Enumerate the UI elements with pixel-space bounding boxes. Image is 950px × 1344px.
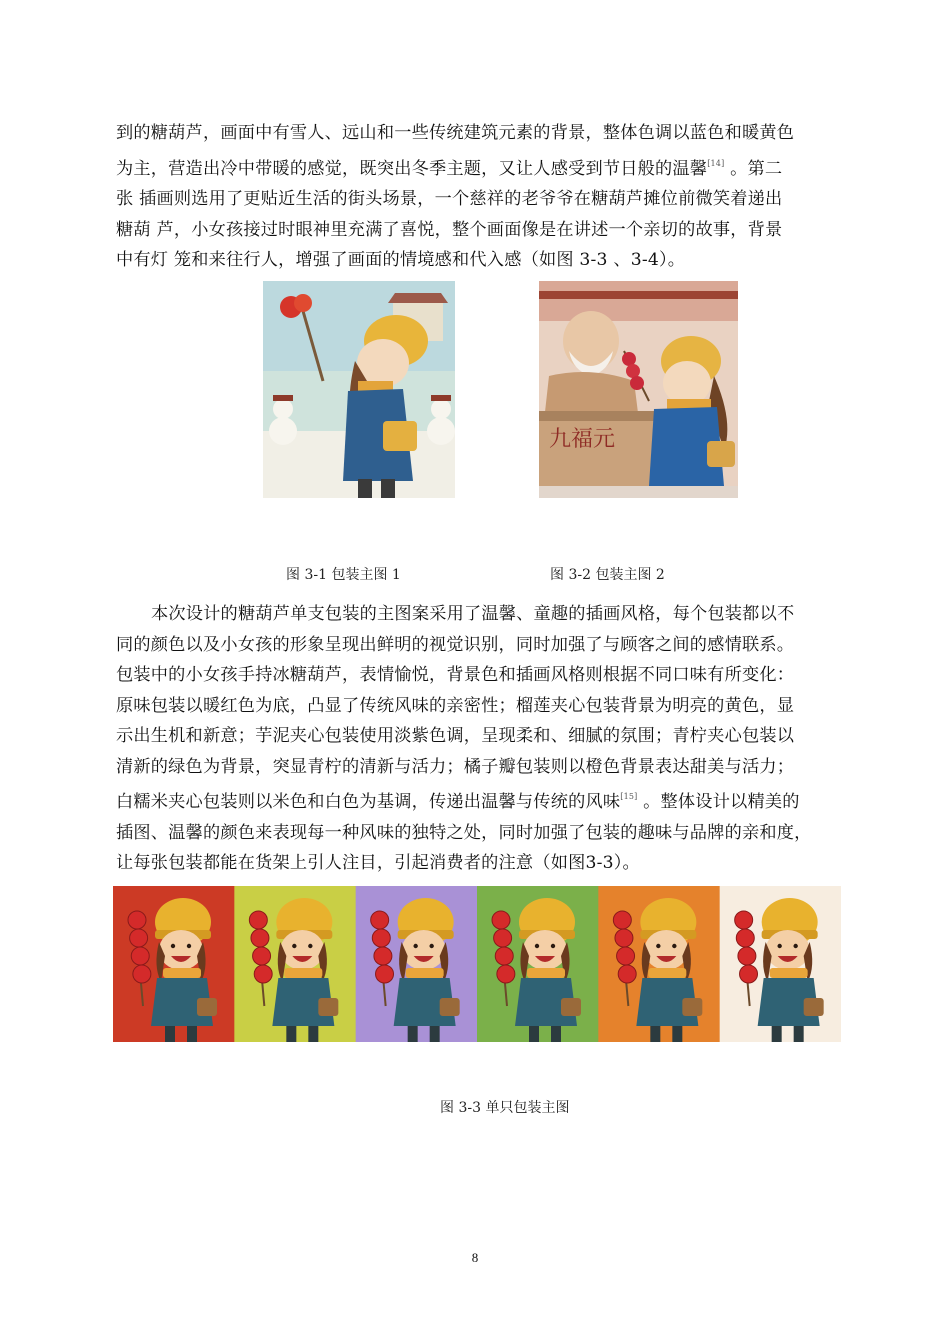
text-line: 包装中的小女孩手持冰糖葫芦，表情愉悦，背景色和插画风格则根据不同口味有所变化： <box>116 665 795 685</box>
package-panel-original <box>113 886 235 1042</box>
figure-3-3-caption: 图 3-3 单只包装主图 <box>440 1100 570 1116</box>
text-line: 同的颜色以及小女孩的形象呈现出鲜明的视觉识别，同时加强了与顾客之间的感情联系。 <box>116 634 795 655</box>
text-line: 清新的绿色为背景，突显青柠的清新与活力；橘子瓣包装则以橙色背景表达甜美与活力； <box>116 756 795 777</box>
package-panel-taro <box>356 886 478 1042</box>
body-paragraph-1 <box>116 118 861 276</box>
figure-3-2-caption: 图 3-2 包装主图 2 <box>550 567 665 583</box>
package-panels <box>113 886 841 1042</box>
citation-ref: [14] <box>707 158 725 168</box>
package-panel-durian <box>234 886 356 1042</box>
text-line: 糖葫 芦，小女孩接过时眼神里充满了喜悦，整个画面像是在讲述一个亲切的故事，背景 <box>116 219 783 240</box>
stall-sign-text: 九福元 <box>549 427 616 452</box>
package-panel-orange <box>598 886 720 1042</box>
package-panel-lime <box>477 886 599 1042</box>
text-segment: 白糯米夹心包装则以米色和白色为基调，传递出温馨与传统的风味 <box>116 792 621 812</box>
text-line: 到的糖葫芦，画面中有雪人、远山和一些传统建筑元素的背景，整体色调以蓝色和暖黄色 <box>116 123 795 143</box>
figure-3-1-illustration <box>263 281 455 498</box>
text-line <box>116 782 861 818</box>
grandpa-stall-illustration <box>539 281 738 498</box>
text-line: 示出生机和新意；芋泥夹心包装使用淡紫色调，呈现柔和、细腻的氛围；青柠夹心包装以 <box>116 726 795 746</box>
figure-3-3-package-strip <box>113 886 841 1042</box>
text-segment: 为主，营造出冷中带暖的感觉，既突出冬季主题，又让人感受到节日般的温馨 <box>116 158 708 179</box>
text-segment: 。第二 <box>724 158 783 179</box>
figure-3-1-caption: 图 3-1 包装主图 1 <box>286 567 401 583</box>
page-number: 8 <box>471 1250 479 1265</box>
text-segment: 。整体设计以精美的 <box>637 792 800 812</box>
text-line: 插图、温馨的颜色来表现每一种风味的独特之处，同时加强了包装的趣味与品牌的亲和度， <box>116 822 812 843</box>
text-line: 中有灯 笼和来往行人，增强了画面的情境感和代入感（如图 3-3 、3-4）。 <box>116 250 686 270</box>
text-line <box>116 149 861 185</box>
text-line: 让每张包装都能在货架上引人注目，引起消费者的注意（如图3-3）。 <box>116 853 640 873</box>
text-line: 原味包装以暖红色为底，凸显了传统风味的亲密性；榴莲夹心包装背景为明亮的黄色，显 <box>116 695 795 716</box>
package-panel-glutinous-rice <box>720 886 841 1042</box>
citation-ref: [15] <box>620 792 638 801</box>
text-line: 张 插画则选用了更贴近生活的街头场景，一个慈祥的老爷爷在糖葫芦摊位前微笑着递出 <box>116 189 783 209</box>
text-line: 本次设计的糖葫芦单支包装的主图案采用了温馨、童趣的插画风格，每个包装都以不 <box>151 604 795 624</box>
figure-3-2-illustration <box>539 281 738 498</box>
body-paragraph-2 <box>116 599 861 879</box>
girl-snowmen-illustration <box>263 281 455 498</box>
